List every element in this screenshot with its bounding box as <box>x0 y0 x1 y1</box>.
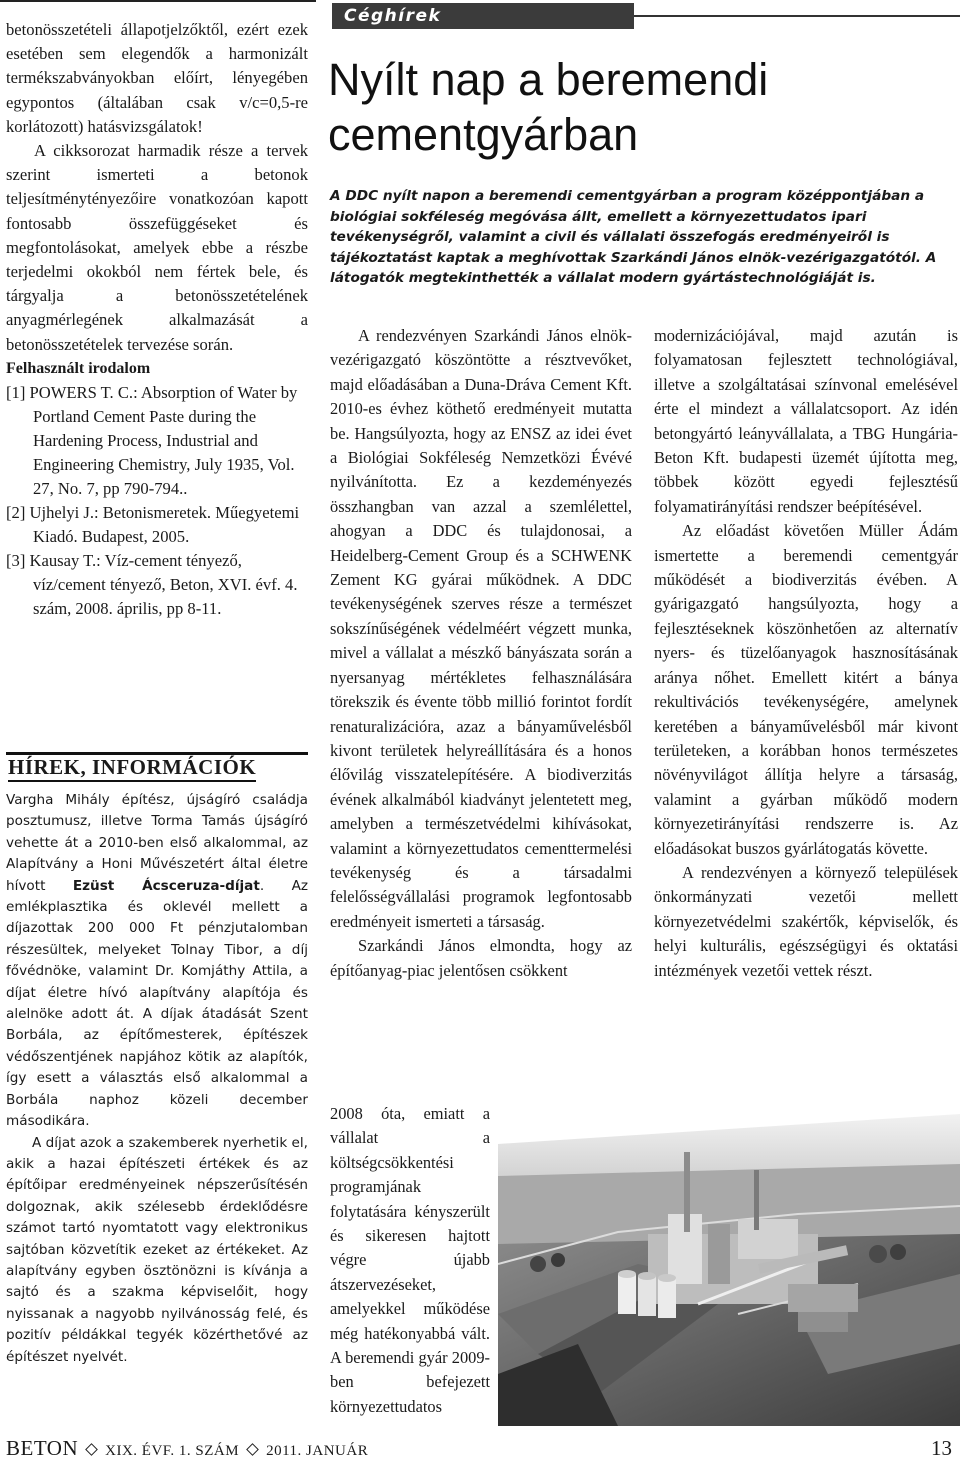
diamond-separator-icon <box>85 1443 98 1456</box>
top-rule <box>0 0 316 2</box>
article-lead: A DDC nyílt napon a beremendi cementgyárban a program középpontjában a biológiai sokféleség megóvása állt, emellett a környezettudatos ipari tevékenységről, valamint a civil és vállalati összefogás eredményeiről is tájékoztatást kaptak a meghívottak Szarkándi János elnök-vezérigazgatótól. A látogatók megtekinthették a vállalat modern gyártástechnológiáját is. <box>330 188 937 287</box>
category-label: Céghírek <box>332 3 634 29</box>
magazine-volume: XIX. ÉVF. 1. SZÁM <box>105 1443 240 1459</box>
category-rule <box>634 15 960 17</box>
magazine-name: BETON <box>6 1436 79 1460</box>
news-text: Vargha Mihály építész, újságíró családja posztumusz, illetve Torma Tamás újságíró vehette át a 2010-ben első alkalommal, az Alapítvány a Honi Művészetért által életre hívott <box>6 792 308 894</box>
article-headline <box>328 52 948 162</box>
article-paragraph: Az előadást követően Müller Ádám ismertette a beremendi cementgyár működését a biodiverzitás évében. A gyárigazgató hangsúlyozta, hogy a fejlesztéseknek köszönhetően az alternatív nyers- és tüzelőanyagok hasznosításának aránya nőhet. Emellett kitért a bánya rekultivációs tevékenységére, amelynek keretében a bányaművelésből már kivont területeken, a korábban honos természetes növényvilágot állítja helyre a társaság, valamint a gyárban működő modern környezetirányítási rendszerre is. Az előadásokat buszos gyárlátogatás követte. <box>654 521 958 858</box>
footer-magazine-info <box>6 1436 368 1461</box>
left-column <box>6 18 308 621</box>
article-right-column <box>654 324 958 983</box>
article-paragraph: modernizációjával, majd azután is folyamatosan fejlesztett technológiával, illetve a szolgáltatásai színvonal emelésével érte el mindezt a vállalatcsoport. Az idén betongyártó leányvállalata, a TBG Hungária-Beton Kft. budapesti üzemét újította meg, többek között egyedi fejlesztésű folyamatirányítási rendszer beépítésével. <box>654 326 958 516</box>
left-paragraph-2: A cikksorozat harmadik része a tervek szerint ismerteti a betonok teljesítménytényezőire vonatkozóan kapott fontosabb összefüggéseket és megfontolásokat, amelyek ebbe a részbe terjedelmi okokból nem fértek bele, és tárgyalja a betonösszetételének anyagmérlegének alkalmazását a betonösszetételek tervezése során. <box>6 141 308 354</box>
magazine-date: 2011. JANUÁR <box>266 1443 369 1459</box>
award-name: Ezüst Ácsceruza-díjat <box>72 877 260 894</box>
article-paragraph: Szarkándi János elmondta, hogy az építőanyag-piac jelentősen csökkent <box>330 936 632 980</box>
reference-item: [3] Kausay T.: Víz-cement tényező, víz/cement tényező, Beton, XVI. évf. 4. szám, 2008. április, pp 8-11. <box>6 551 298 619</box>
category-bar <box>332 3 960 29</box>
article-paragraph-continued: 2008 óta, emiatt a vállalat a költségcsökkentési programjának folytatására kényszerült és sikeresen hajtott végre újabb átszervezéseket, amelyekkel működése még hatékonyabbá vált. A beremendi gyár 2009-ben befejezett környezettudatos <box>330 1104 490 1416</box>
news-section-body <box>6 790 308 1368</box>
article-paragraph: A rendezvényen a környező települések önkormányzati vezetői mellett környezetvédelmi szakértők, képviselők, és helyi kulturális, egészségügyi és oktatási intézmények vezetői vettek részt. <box>654 862 958 980</box>
news-section-title: HÍREK, INFORMÁCIÓK <box>8 755 256 782</box>
references-title: Felhasznált irodalom <box>6 359 151 377</box>
cement-plant-aerial-photo <box>498 1114 960 1426</box>
reference-item: [1] POWERS T. C.: Absorption of Water by Portland Cement Paste during the Hardening Process, Industrial and Engineering Chemistry, July 1935, Vol. 27, No. 7, pp 790-794.. <box>6 383 298 499</box>
news-section-header <box>6 752 308 782</box>
page-footer <box>0 1434 960 1460</box>
news-text: . Az emlékplasztika és oklevél mellett a díjazottak 200 000 Ft pénzjutalomban részesültek, melyeket Tolnay Tibor, a díj fővédnöke, valamint Dr. Komjáthy Attila, a díjat életre hívó alapítvány alapítója és alelnöke adott át. A díjak átadását Szent Borbála, az építőmesterek, építészek védőszentjének napjához kötik az alapítók, így esett a választás első alkalommal a Borbála naphoz közeli december másodikára. <box>6 877 308 1130</box>
article-paragraph: A rendezvényen Szarkándi János elnök-vezérigazgató köszöntötte a résztvevőket, majd előadásában a Duna-Dráva Cement Kft. 2010-es évhez köthető eredményeit mutatta be. Hangsúlyozta, hogy az ENSZ az idei évet a Biológiai Sokféleség Nemzetközi Évévé nyilvánította. Ez a kezdeményezés összhangban van azzal a szemlélettel, ahogyan a DDC és tulajdonosai, a Heidelberg-Cement Group és a SCHWENK Zement KG gyárai működnek. A DDC tevékenységének szerves része a természet sokszínűségének védelméért végzett munka, mivel a vállalat a mészkő bányászata során a nyersanyag mértékletes felhasználására törekszik és évente több millió forintot fordít renaturalizációra, azaz a bányaművelésből kivont területek helyreállítására és a honos élővilág visszatelepítésére. A biodiverzitás évének alkalmából kiadványt jelentetett meg, amelyben a természetvédelmi kihívásokat, valamint a környezettudatos cementtermelési tevékenység és a társadalmi felelősségvállalási programok legfontosabb eredményeit ismerteti a társaság. <box>330 326 632 931</box>
news-paragraph-2: A díjat azok a szakemberek nyerhetik el, akik a hazai építészeti értékek és az építőipar eredményeinek népszerűsítésén dolgoznak, akik szélesebb érdeklődésre számot tartó nyomtatott vagy elektronikus sajtóban közvetítik ezeket az értékeket. Az alapítvány egyben ösztönözni is kívánja a sajtó és a szakma képviselőit, hogy nyissanak a nagyobb nyilvánosság felé, és pozitív példákkal tegyék közérthetővé az építészet nyelvét. <box>6 1134 308 1365</box>
news-paragraph-1 <box>6 790 308 1133</box>
diamond-separator-icon <box>246 1443 259 1456</box>
left-paragraph-1: betonösszetételi állapotjelzőktől, ezért ezek esetében sem elegendők a harmonizált termékszabványokban előírt, lényegében egypontos (általában csak v/c=0,5-re korlátozott) hatásvizsgálatok! <box>6 20 308 136</box>
reference-item: [2] Ujhelyi J.: Betonismeretek. Műegyetemi Kiadó. Budapest, 2005. <box>6 503 300 547</box>
headline-line-1: Nyílt nap a beremendi <box>328 54 769 105</box>
headline-line-2: cementgyárban <box>328 109 639 160</box>
page-number: 13 <box>931 1436 952 1460</box>
article-middle-column <box>330 324 632 983</box>
